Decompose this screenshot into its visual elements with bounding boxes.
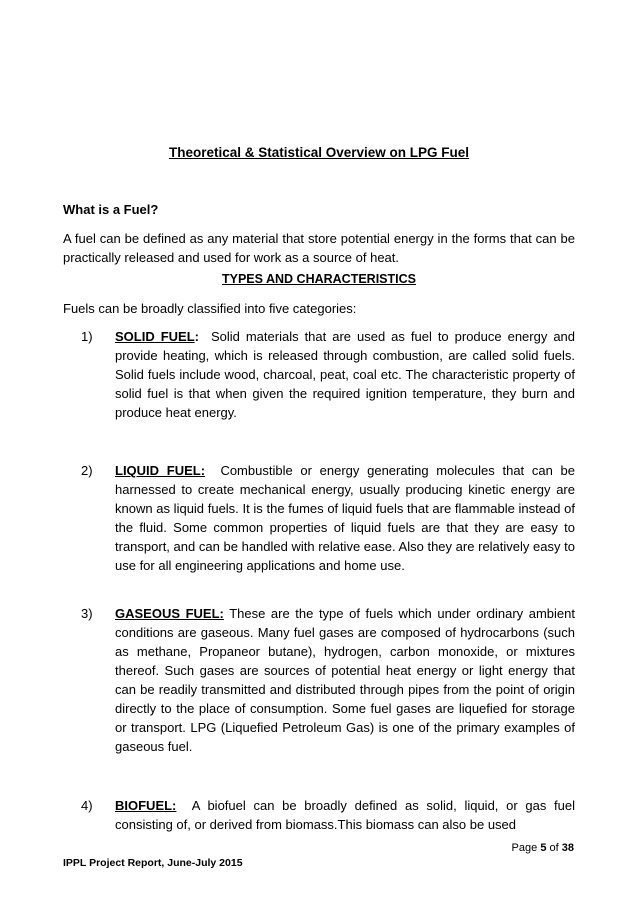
- page-title: Theoretical & Statistical Overview on LPG Fuel: [168, 145, 470, 160]
- of-label: of: [549, 842, 559, 854]
- list-text: A biofuel can be broadly defined as solid, liquid, or gas fuel consisting of, or derived from biomass.This biomass can also be used: [115, 798, 575, 832]
- page-total: 38: [561, 842, 574, 854]
- report-name-footer: IPPL Project Report, June-July 2015: [63, 857, 243, 869]
- list-item-body: [115, 604, 575, 756]
- page-number: 5: [540, 842, 547, 854]
- list-item-biofuel: [81, 796, 575, 834]
- list-term: BIOFUEL:: [115, 798, 177, 813]
- classification-sentence: Fuels can be broadly classified into five categories:: [63, 301, 357, 316]
- list-term: LIQUID FUEL:: [115, 463, 206, 478]
- list-term-separator: :: [194, 329, 199, 344]
- list-number: 1): [81, 329, 93, 344]
- list-item-liquid-fuel: [81, 461, 575, 575]
- page-number-footer: [512, 842, 574, 854]
- list-item-body: [115, 796, 575, 834]
- list-item-body: [115, 327, 575, 422]
- list-item-body: [115, 461, 575, 575]
- types-heading: TYPES AND CHARACTERISTICS: [222, 272, 416, 286]
- list-text: These are the type of fuels which under ordinary ambient conditions are gaseous. Many fuel gases are composed of hydrocarbons (such as methane, Propaneor butane), hydrogen, carbon monoxide, or mixtures thereof. Such gases are sources of potential heat energy or light energy that can be readily transmitted and distributed through pipes from the point of origin directly to the place of consumption. Some fuel gases are liquefied for storage or transport. LPG (Liquefied Petroleum Gas) is one of the primary examples of gaseous fuel.: [115, 606, 575, 754]
- list-number: 4): [81, 798, 93, 813]
- list-item-gaseous-fuel: [81, 604, 575, 756]
- list-term: GASEOUS FUEL:: [115, 606, 224, 621]
- list-text: Solid materials that are used as fuel to produce energy and provide heating, which is released through combustion, are called solid fuels. Solid fuels include wood, charcoal, peat, coal etc. The characteristic property of solid fuel is that when given the required ignition temperature, they burn and produce heat energy.: [115, 329, 576, 420]
- section-heading: What is a Fuel?: [63, 202, 159, 217]
- list-number: 2): [81, 463, 93, 478]
- list-item-solid-fuel: [81, 327, 575, 422]
- page-label: Page: [511, 842, 538, 854]
- intro-paragraph: A fuel can be defined as any material that store potential energy in the forms that can be practically released and used for work as a source of heat.: [63, 231, 575, 265]
- list-term: SOLID FUEL: [115, 329, 195, 344]
- list-number: 3): [81, 606, 93, 621]
- list-text: Combustible or energy generating molecules that can be harnessed to create mechanical energy, usually producing kinetic energy are known as liquid fuels. It is the fumes of liquid fuels that are flammable instead of the fluid. Some common properties of liquid fuels are that they are easy to transport, and can be handled with relative ease. Also they are relatively easy to use for all engineering applications and home use.: [115, 463, 575, 573]
